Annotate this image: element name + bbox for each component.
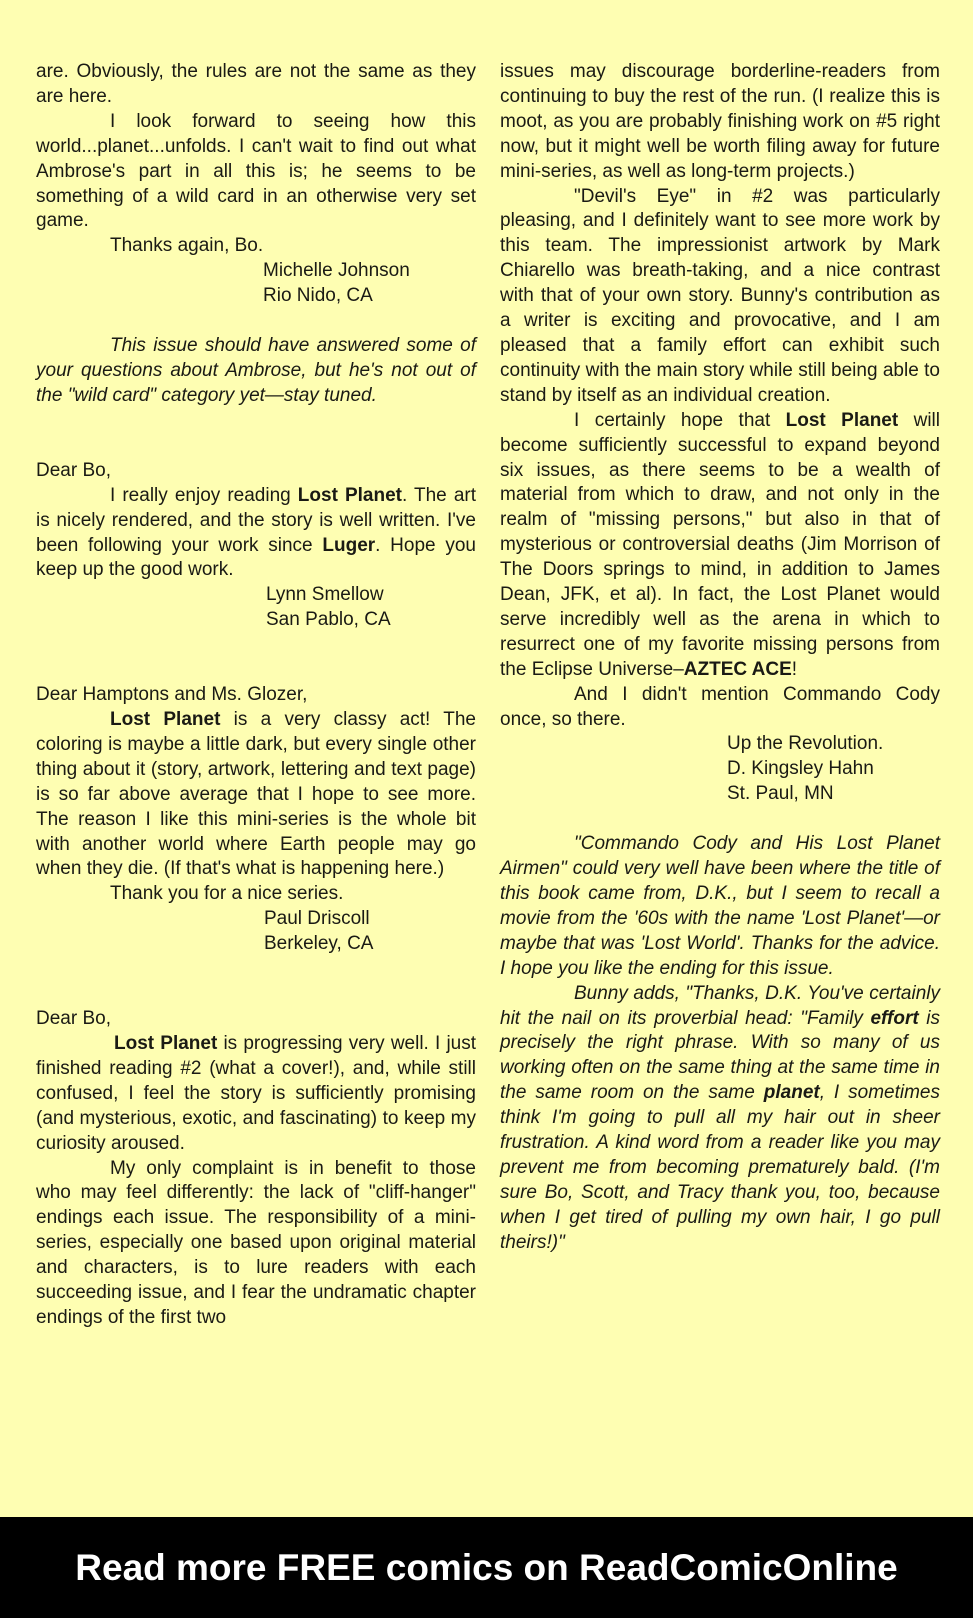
letter2-salutation: Dear Bo, (36, 459, 111, 481)
letter3-signature-name: Paul Driscoll (264, 908, 370, 930)
letter1-signature-name: Michelle Johnson (263, 260, 410, 282)
letter1-continuation: are. Obviously, the rules are not the same as they are here. (36, 61, 476, 107)
letter3-body: Lost Planet is a very classy act! The coloring is maybe a little dark, but every single other thing about it (story, artwork, lettering and text page) is so far above average that I hope to see more. The reason I like this mini-series is the whole bit with another world where Earth people may go when they die. (If that's what is happening here.) (36, 709, 477, 880)
editor-reply-3: Bunny adds, "Thanks, D.K. You've certainly hit the nail on its proverbial head: "Family effort is precisely the right phrase. With so many of us working often on the same thing at the same time in the same room on the same planet, I sometimes think I'm going to pull all my hair out in sheer frustration. A kind word from a reader like you may prevent me from becoming prematurely bald. (I'm sure Bo, Scott, and Tracy thank you, too, because when I get tired of pulling my own hair, I go pull theirs!)" (500, 982, 941, 1253)
letter3-closing: Thank you for a nice series. (110, 883, 344, 905)
letter1-paragraph: I look forward to seeing how this world...planet...unfolds. I can't wait to find out what Ambrose's part in all this is; he seems to be something of a wild card in an otherwise very set game. (36, 110, 476, 232)
editor-reply-1: This issue should have answered some of your questions about Ambrose, but he's not out of the "wild card" category yet—stay tuned. (36, 335, 476, 406)
letter4-body: Lost Planet is progressing very well. I just finished reading #2 (what a cover!), and, while still confused, I feel the story is sufficiently promising (and mysterious, exotic, and fascinating) to keep my curiosity aroused. (36, 1033, 477, 1154)
letter4-paragraph-3: "Devil's Eye" in #2 was particularly pleasing, and I definitely want to see more work by this team. The impressionist artwork by Mark Chiarello was breath-taking, and a nice contrast with that of your own story. Bunny's contribution as a writer is exciting and provocative, and I am pleased that a family effort can exhibit such continuity with the main story while still being able to stand by itself as an individual creation. (500, 185, 940, 406)
letter3-signature-place: Berkeley, CA (264, 933, 374, 955)
letter2-body: I really enjoy reading Lost Planet. The art is nicely rendered, and the story is well written. I've been following your work since Luger. Hope you keep up the good work. (36, 484, 476, 581)
promo-banner[interactable]: Read more FREE comics on ReadComicOnline (0, 1517, 973, 1618)
letter4-paragraph-2: My only complaint is in benefit to those who may feel differently: the lack of "cliff-hanger" endings each issue. The responsibility of a mini-series, especially one based upon original material and characters, is to lure readers with each succeeding issue, and I fear the undramatic chapter endings of the first two (36, 1157, 476, 1328)
left-column (36, 60, 476, 1331)
letter1-signature-place: Rio Nido, CA (263, 285, 373, 307)
letter3-salutation: Dear Hamptons and Ms. Glozer, (36, 684, 308, 706)
letter4-paragraph-4: I certainly hope that Lost Planet will become sufficiently successful to expand beyond six issues, as there seems to be a wealth of material from which to draw, and not only in the realm of "missing persons," but also in that of mysterious or controversial deaths (Jim Morrison of The Doors springs to mind, in addition to James Dean, JFK, et al). In fact, the Lost Planet would serve incredibly well as the arena in which to resurrect one of my favorite missing persons from the Eclipse Universe–AZTEC ACE! (500, 409, 941, 680)
letter2-signature-name: Lynn Smellow (266, 584, 384, 606)
letter4-signature-place: St. Paul, MN (727, 783, 834, 805)
letter4-paragraph-5: And I didn't mention Commando Cody once, so there. (500, 683, 940, 730)
editor-reply-2: "Commando Cody and His Lost Planet Airmen" could very well have been where the title of this book came from, D.K., but I seem to recall a movie from the '60s with the name 'Lost Planet'—or maybe that was 'Lost World'. Thanks for the advice. I hope you like the ending for this issue. (500, 833, 940, 979)
letter1-closing: Thanks again, Bo. (110, 235, 264, 257)
letter4-signoff: Up the Revolution. (727, 733, 884, 755)
letter4-signature-name: D. Kingsley Hahn (727, 758, 874, 780)
letter4-salutation: Dear Bo, (36, 1008, 111, 1030)
letter4-continuation: issues may discourage borderline-readers from continuing to buy the rest of the run. (I realize this is moot, as you are probably finishing work on #5 right now, but it might well be worth filing away for future mini-series, as well as long-term projects.) (500, 61, 940, 182)
letter2-signature-place: San Pablo, CA (266, 609, 391, 631)
right-column (500, 60, 940, 1256)
